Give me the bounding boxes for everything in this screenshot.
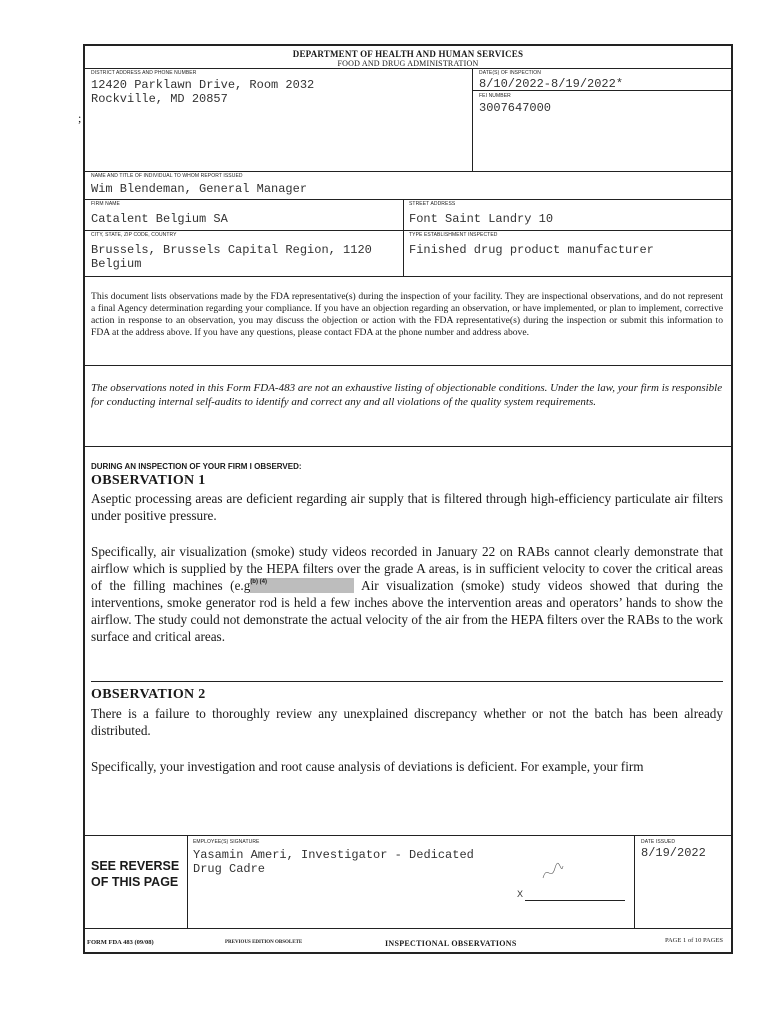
recipient-block: [85, 171, 731, 200]
signature-block: [85, 835, 731, 929]
date-issued-value: 8/19/2022: [641, 846, 706, 860]
city-block: [85, 230, 731, 277]
redaction-box: [250, 578, 354, 593]
margin-mark: ;: [78, 111, 82, 125]
observation-1-summary: Aseptic processing areas are deficient regarding air supply that is filtered through high-efficiency particulate air filters under positive pressure.: [91, 491, 723, 523]
recipient-label: NAME AND TITLE OF INDIVIDUAL TO WHOM REPORT ISSUED: [91, 173, 243, 179]
district-address-line2: Rockville, MD 20857: [91, 92, 228, 106]
recipient-value: Wim Blendeman, General Manager: [91, 182, 308, 196]
signature-name-line2: Drug Cadre: [193, 862, 266, 876]
divider: [403, 230, 404, 276]
firm-value: Catalent Belgium SA: [91, 212, 228, 226]
date-issued-label: DATE ISSUED: [641, 839, 676, 845]
form-header: [85, 46, 731, 69]
establishment-label: TYPE ESTABLISHMENT INSPECTED: [409, 232, 498, 238]
digital-signature: [517, 844, 635, 899]
department-title: DEPARTMENT OF HEALTH AND HUMAN SERVICES: [292, 49, 524, 59]
divider: [634, 836, 635, 928]
divider: [403, 199, 404, 230]
observation-1-detail-a: Specifically, air visualization (smoke) study videos recorded in January 22 on RABs cannot clearly demonstrate that airflow which is supplied by the HEPA filters over the grade A areas, is in sufficient velocity to cover the critical areas of the filling machines (e.g: [91, 544, 723, 593]
observation-divider: [91, 681, 723, 682]
firm-label: FIRM NAME: [91, 201, 120, 207]
see-reverse-note: SEE REVERSE OF THIS PAGE: [91, 859, 180, 889]
divider: [472, 68, 473, 171]
notice-block: [85, 276, 731, 366]
street-label: STREET ADDRESS: [409, 201, 456, 207]
inspection-dates-label: DATE(S) OF INSPECTION: [479, 70, 542, 76]
observation-2-detail: Specifically, your investigation and root cause analysis of deviations is deficient. For example, your firm: [91, 759, 644, 774]
signature-x-mark: X: [517, 889, 524, 899]
district-address-line1: 12420 Parklawn Drive, Room 2032: [91, 78, 315, 92]
form-footer-title: INSPECTIONAL OBSERVATIONS: [385, 939, 517, 948]
signature-line: [525, 900, 625, 901]
city-line1: Brussels, Brussels Capital Region, 1120: [91, 243, 372, 257]
during-inspection-heading: DURING AN INSPECTION OF YOUR FIRM I OBSERVED:: [91, 462, 302, 471]
redaction-tag: (b) (4): [250, 579, 267, 585]
fei-value: 3007647000: [479, 101, 552, 115]
signature-name-line1: Yasamin Ameri, Investigator - Dedicated: [193, 848, 474, 862]
disclaimer-text: The observations noted in this Form FDA-483 are not an exhaustive listing of objectionable conditions. Under the law, your firm is responsible for conducting internal self-audits to identify and correct any and all violations of the quality system requirements.: [91, 382, 723, 408]
disclaimer-block: [85, 365, 731, 447]
observation-2-summary: There is a failure to thoroughly review any unexplained discrepancy whether or not the batch has been already distributed.: [91, 706, 723, 738]
signature-label: EMPLOYEE(S) SIGNATURE: [193, 839, 260, 845]
divider: [187, 836, 188, 928]
observation-1-title: OBSERVATION 1: [91, 473, 206, 488]
form-number: FORM FDA 483 (09/08): [87, 939, 154, 946]
inspection-dates-value: 8/10/2022-8/19/2022*: [479, 77, 624, 91]
signature-scribble-icon: [541, 860, 565, 884]
notice-text: This document lists observations made by the FDA representative(s) during the inspection of your facility. They are inspectional observations, and do not represent a final Agency determination regarding your compliance. If you have an objection regarding an observation, or have implemented, or plan to implement, corrective action in response to an observation, you may discuss the objection or action with the FDA representative(s) during the inspection or submit this information to FDA at the address above. If you have any questions, please contact FDA at the phone number and address above.: [91, 291, 723, 338]
district-label: DISTRICT ADDRESS AND PHONE NUMBER: [91, 70, 197, 76]
fda-483-form: [83, 44, 733, 954]
previous-edition-note: PREVIOUS EDITION OBSOLETE: [225, 940, 303, 945]
form-footer: [85, 939, 731, 953]
observation-1-detail: [91, 543, 723, 645]
establishment-value: Finished drug product manufacturer: [409, 243, 654, 257]
firm-block: [85, 199, 731, 231]
fei-label: FEI NUMBER: [479, 93, 511, 99]
observation-1-detail-b: Air visualization (smoke) study videos showed that during the interventions, smoke generator rod is held a few inches above the intervention areas and operators’ hands to show the airflow. The study could not demonstrate the actual velocity of the air from the HEPA filters over the RABs to the work surface and critical areas.: [91, 578, 723, 644]
street-value: Font Saint Landry 10: [409, 212, 554, 226]
city-line2: Belgium: [91, 257, 142, 271]
page-number: PAGE 1 of 10 PAGES: [664, 937, 723, 944]
agency-title: FOOD AND DRUG ADMINISTRATION: [337, 59, 479, 68]
observation-2-title: OBSERVATION 2: [91, 687, 206, 702]
city-label: CITY, STATE, ZIP CODE, COUNTRY: [91, 232, 177, 238]
district-block: [85, 68, 731, 172]
